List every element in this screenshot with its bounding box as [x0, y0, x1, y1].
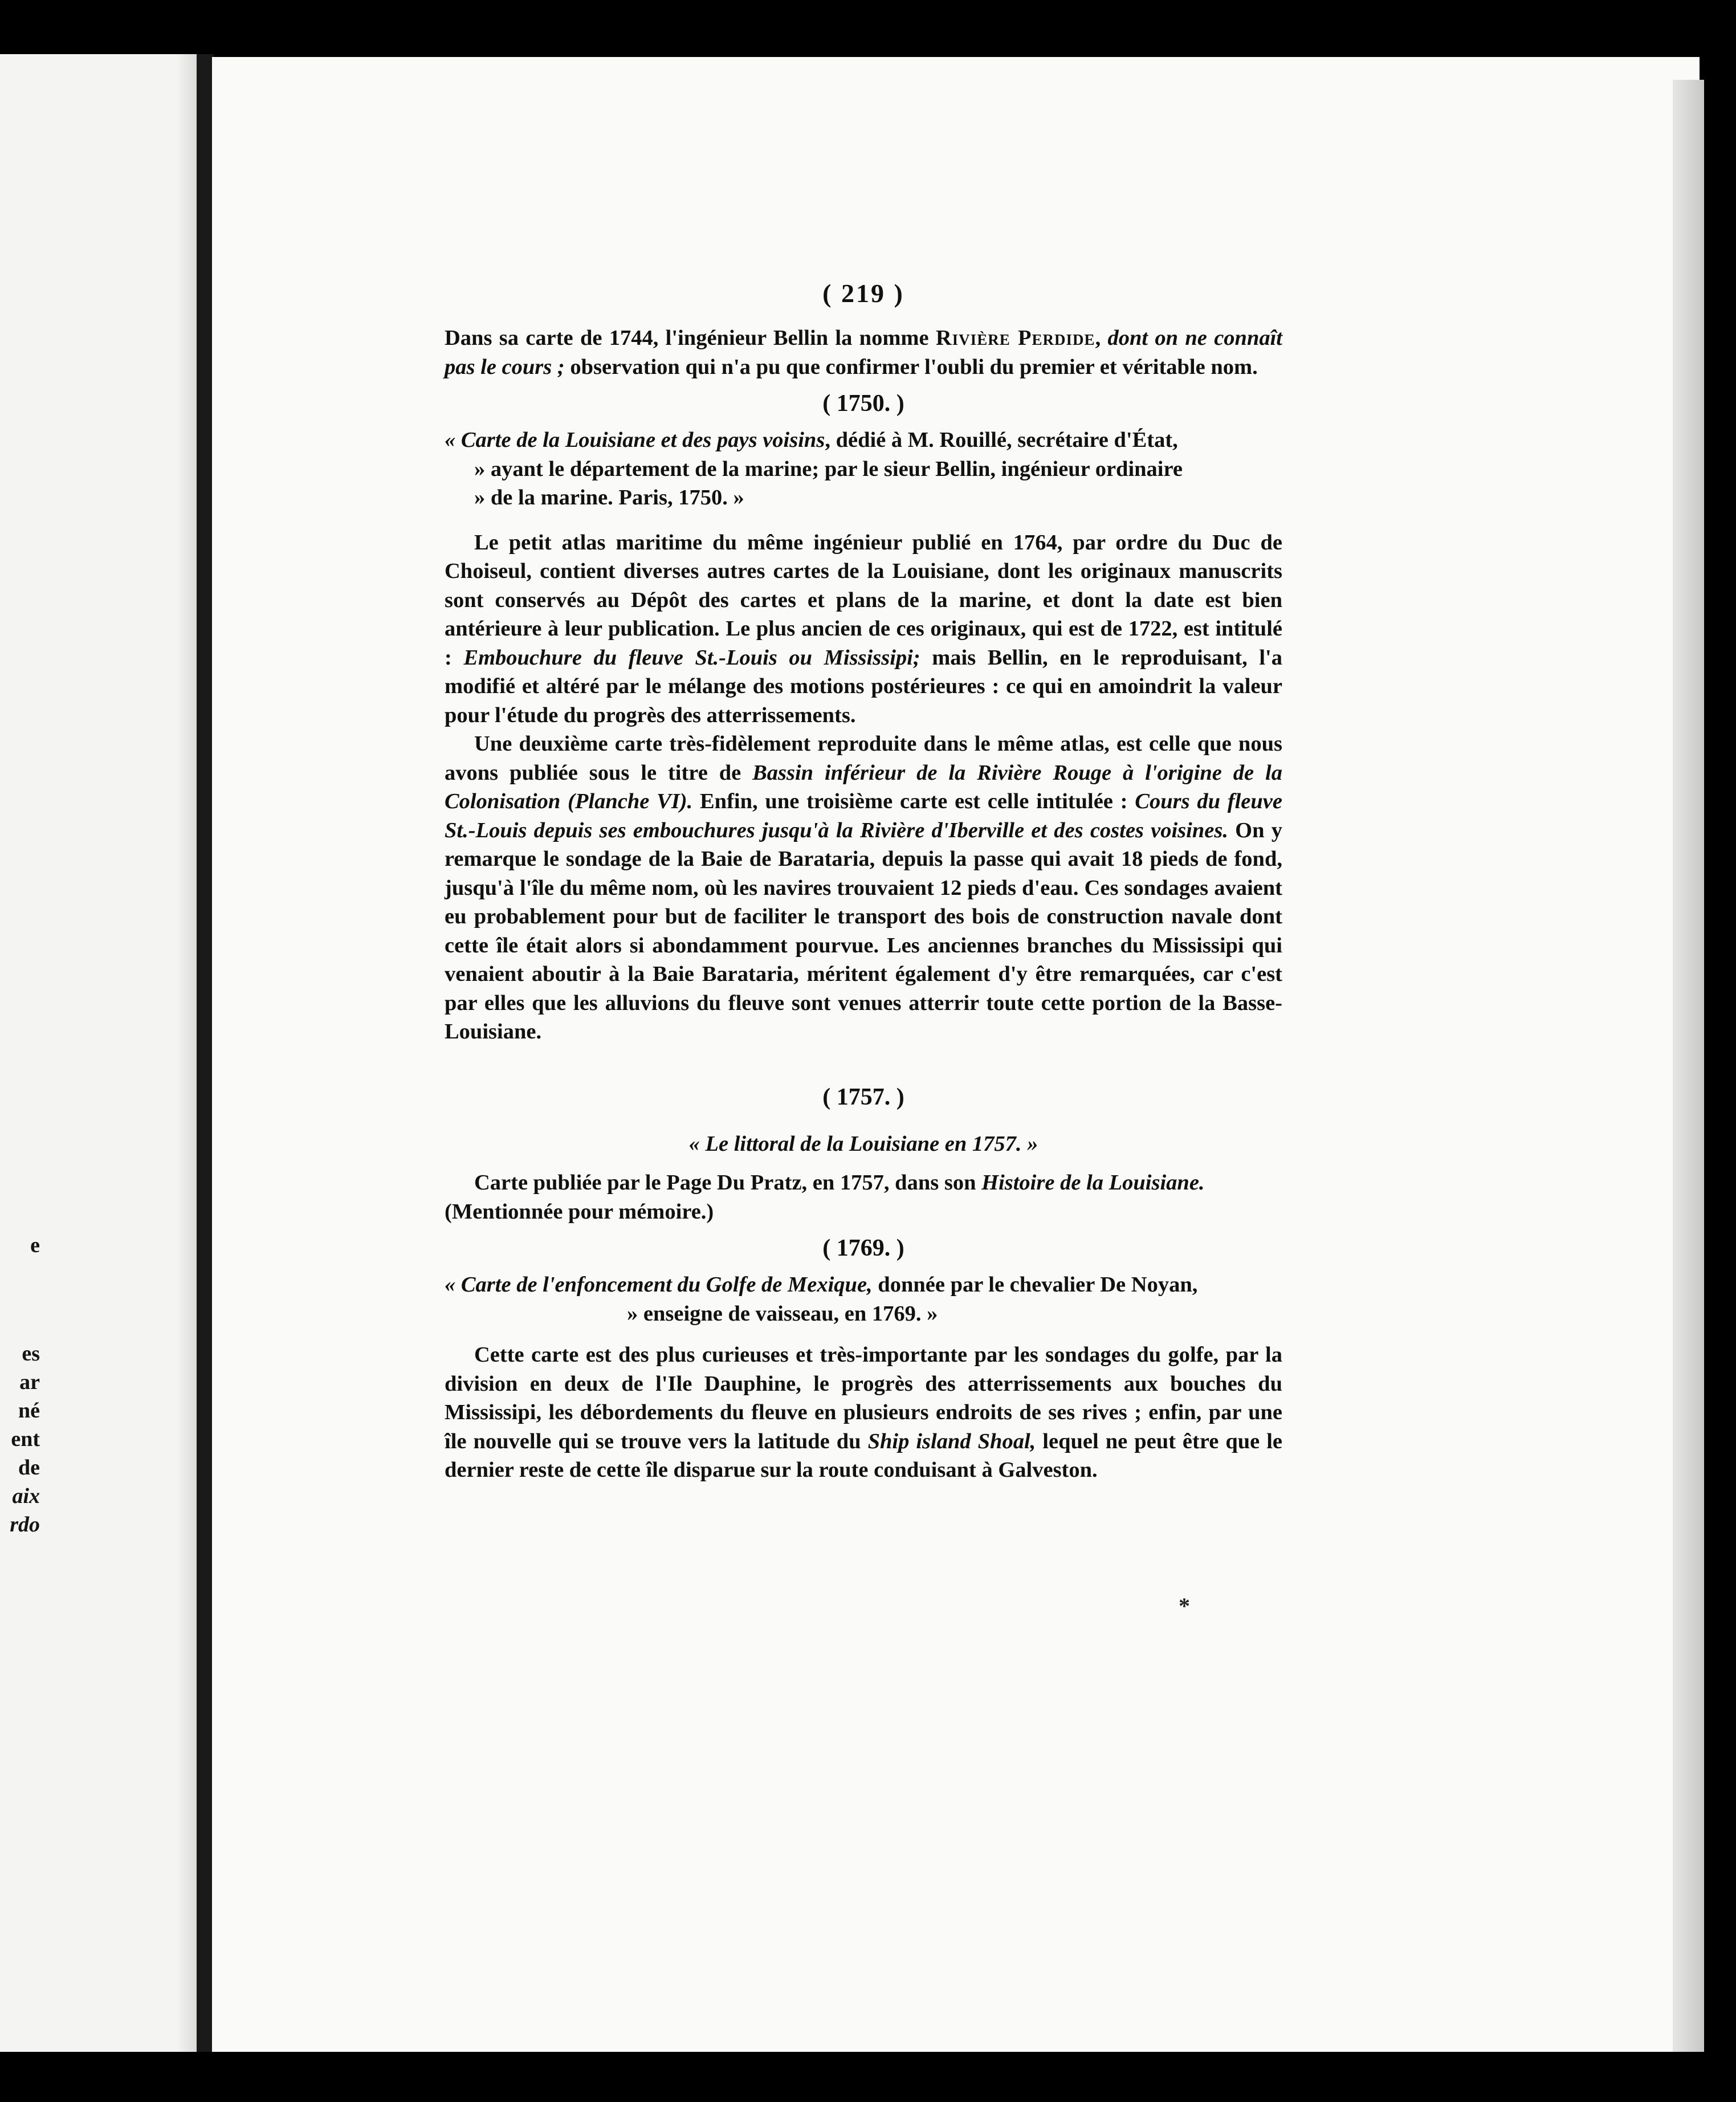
para-text: On y remarque le sondage de la Baie de Barataria, depuis la passe qui avait 18 pieds de fond, jusqu'à l'île du même nom, où les navires trouvaient 12 pieds d'eau. Ces sondages avaient eu probablement pour but de faciliter le transport des bois de construction navale dont cette île était alors si abondamment pourvue. Les anciennes branches du Mississipi qui venaient aboutir à la Baie Barataria, méritent également d'y être remarquées, car c'est par elles que les alluvions du fleuve sont venues atterrir toute cette portion de la Basse-Louisiane.	[445, 818, 1282, 1044]
para-italic: Bassin inférieur de la Rivière Rouge à l'origine de la Colonisation (Planche VI).	[445, 760, 1282, 813]
para-text: lequel ne peut être que le dernier reste de cette île disparue sur la route conduisant à Galveston.	[445, 1429, 1283, 1482]
para-italic: Embouchure du fleuve St.-Louis ou Mississipi;	[463, 645, 920, 670]
footer-mark: *	[1179, 1593, 1190, 1619]
para-text: Carte publiée par le Page Du Pratz, en 1757, dans son	[474, 1171, 982, 1195]
page-fold	[177, 54, 199, 2052]
left-fragment: de	[18, 1456, 40, 1480]
para-italic: Histoire de la Louisiane.	[981, 1171, 1205, 1195]
quote-text: donnée par le chevalier De Noyan,	[872, 1273, 1198, 1297]
para-text: Le petit atlas maritime du même ingénieur publié en 1764, par ordre du Duc de Choiseul, contient diverses autres cartes de la Louisiane, dont les originaux manuscrits sont conservés au Dépôt des cartes et plans de la marine, et dont la date est bien antérieure à leur publication. Le plus ancien de ces originaux, qui est de 1722, est intitulé :	[445, 530, 1282, 670]
quote-1750-line: » de la marine. Paris, 1750. »	[474, 486, 744, 510]
left-fragment: e	[30, 1233, 40, 1257]
quote-1757	[445, 1130, 1282, 1159]
paragraph-1757-note: (Mentionnée pour mémoire.)	[445, 1199, 714, 1224]
quote-title: « Carte de l'enfoncement du Golfe de Mexique,	[445, 1273, 873, 1297]
page-text	[445, 268, 1282, 1485]
heading-1769: ( 1769. )	[822, 1235, 904, 1261]
quote-1750-line: » ayant le département de la marine; par le sieur Bellin, ingénieur ordinaire	[474, 457, 1183, 481]
left-fragment: es	[22, 1342, 40, 1366]
right-page-shadow	[1673, 80, 1704, 2052]
paragraph-1750-2	[445, 730, 1282, 1046]
heading-1750: ( 1750. )	[822, 390, 904, 417]
intro-text: Dans sa carte de 1744, l'ingénieur Bellin la nomme	[445, 326, 936, 350]
quote-1769-line: » enseigne de vaisseau, en 1769. »	[627, 1301, 938, 1326]
paragraph-1750-1	[445, 528, 1282, 730]
heading-1757: ( 1757. )	[822, 1083, 904, 1110]
left-fragment: ent	[11, 1427, 40, 1451]
intro-paragraph	[445, 324, 1282, 381]
left-fragment: rdo	[10, 1513, 40, 1537]
para-text: Une deuxième carte très-fidèlement reproduite dans le même atlas, est celle que nous avons publiée sous le titre de	[445, 732, 1282, 785]
paragraph-1769	[445, 1341, 1282, 1485]
page-number: ( 219 )	[822, 279, 904, 308]
left-page	[0, 54, 197, 2052]
quote-title: « Carte de la Louisiane et des pays voisins	[445, 428, 825, 452]
para-text: Cette carte est des plus curieuses et très-importante par les sondages du golfe, par la division en deux de l'Ile Dauphine, le progrès des atterrissements aux bouches du Mississipi, les débordements du fleuve en plusieurs endroits de ses rives ; enfin, par une île nouvelle qui se trouve vers la latitude du	[445, 1343, 1282, 1453]
river-name: Rivière Perdide	[935, 326, 1095, 350]
left-page-edge	[197, 54, 214, 2052]
quote-1750	[445, 426, 1282, 455]
intro-text: observation qui n'a pu que confirmer l'oubli du premier et véritable nom.	[564, 355, 1258, 379]
intro-text: ,	[1095, 326, 1108, 350]
para-text: Enfin, une troisième carte est celle intitulée :	[692, 789, 1135, 813]
left-fragment: ar	[19, 1370, 40, 1394]
left-fragment: aix	[12, 1484, 40, 1508]
quote-title: « Le littoral de la Louisiane en 1757. »	[688, 1131, 1038, 1156]
quote-text: , dédié à M. Rouillé, secrétaire d'État,	[825, 428, 1178, 452]
intro-italic: dont on ne connaît pas le cours ;	[445, 326, 1283, 379]
paragraph-1757	[445, 1168, 1282, 1197]
left-fragment: né	[18, 1399, 40, 1423]
para-italic: Cours du fleuve St.-Louis depuis ses embouchures jusqu'à la Rivière d'Iberville et des costes voisines.	[445, 789, 1282, 842]
para-italic: Ship island Shoal,	[867, 1429, 1036, 1453]
quote-1769	[445, 1270, 1282, 1300]
para-text: mais Bellin, en le reproduisant, l'a modifié et altéré par le mélange des motions postérieures : ce qui en amoindrit la valeur pour l'étude du progrès des atterrissements.	[445, 645, 1282, 727]
